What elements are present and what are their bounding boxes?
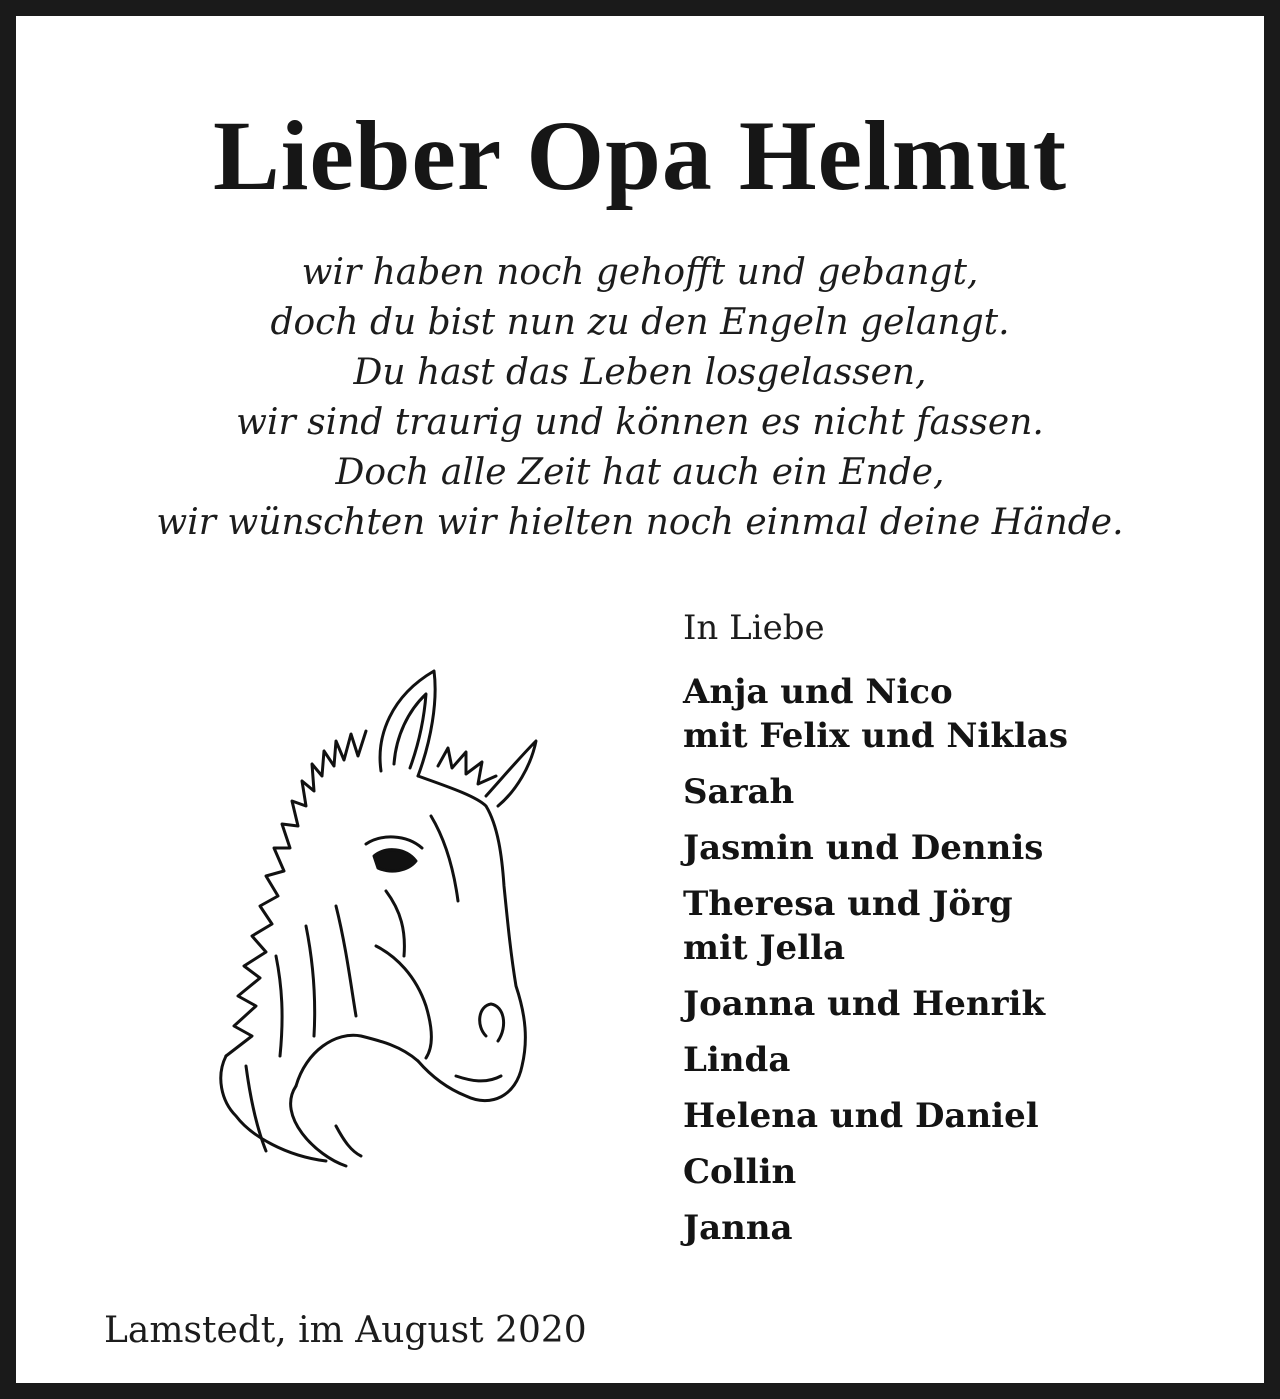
list-item — [683, 882, 1068, 970]
mourner-name: Jasmin und Dennis — [683, 828, 1044, 868]
mourner-name: mit Jella — [683, 928, 846, 968]
poem-line: doch du bist nun zu den Engeln gelangt. — [270, 302, 1010, 343]
list-item — [683, 826, 1068, 870]
list-item — [683, 770, 1068, 814]
list-item — [683, 1206, 1068, 1250]
mourner-name: Collin — [683, 1152, 797, 1192]
mourner-name: mit Felix und Niklas — [683, 716, 1068, 756]
mourner-name: Linda — [683, 1040, 791, 1080]
list-item — [683, 982, 1068, 1026]
signoff: In Liebe — [683, 608, 825, 648]
mourner-name: Theresa und Jörg — [683, 884, 1013, 924]
mourner-name: Anja und Nico — [683, 672, 953, 712]
mourner-name: Sarah — [683, 772, 795, 812]
mourner-name: Janna — [683, 1208, 793, 1248]
list-item — [683, 1038, 1068, 1082]
list-item — [683, 1094, 1068, 1138]
list-item — [683, 1150, 1068, 1194]
place-and-date: Lamstedt, im August 2020 — [104, 1310, 587, 1351]
mourners-list — [683, 670, 1068, 1262]
mourner-name: Joanna und Henrik — [683, 984, 1046, 1024]
poem-line: wir haben noch gehofft und gebangt, — [301, 252, 979, 293]
poem-line: wir wünschten wir hielten noch einmal deine Hände. — [156, 502, 1124, 543]
poem-line: wir sind traurig und können es nicht fassen. — [236, 402, 1044, 443]
poem-line: Doch alle Zeit hat auch ein Ende, — [335, 452, 945, 493]
mourner-name: Helena und Daniel — [683, 1096, 1039, 1136]
list-item — [683, 670, 1068, 758]
horse-head-icon — [186, 656, 556, 1176]
poem-line: Du hast das Leben losgelassen, — [353, 352, 927, 393]
notice-title: Lieber Opa Helmut — [212, 100, 1067, 211]
poem — [16, 248, 1264, 548]
